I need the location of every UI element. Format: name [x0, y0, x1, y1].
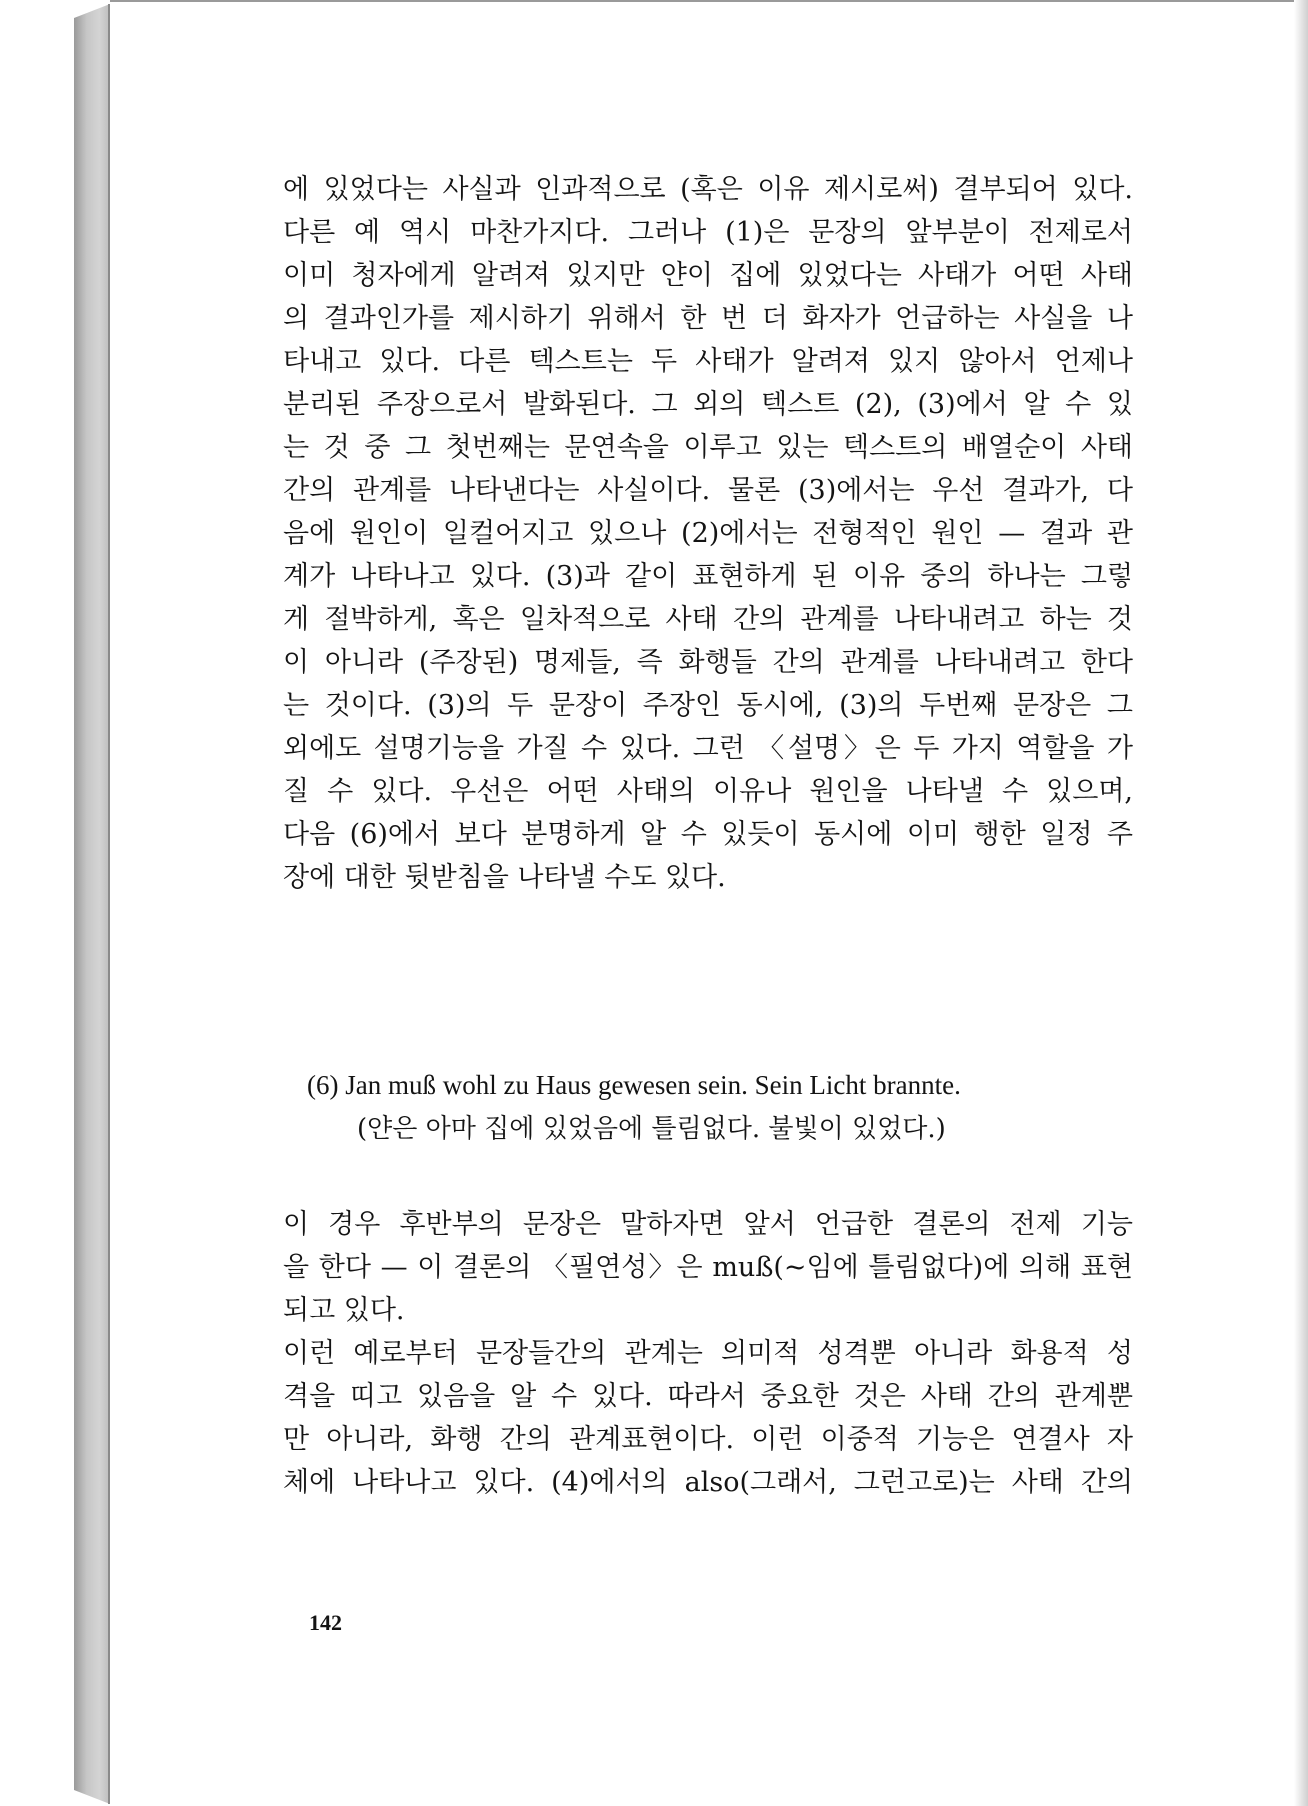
book-page-edge	[74, 4, 110, 1804]
text-line: 다음 (6)에서 보다 분명하게 알 수 있듯이 동시에 이미 행한 일정 주	[283, 819, 1133, 850]
text-line: 분리된 주장으로서 발화된다. 그 외의 텍스트 (2), (3)에서 알 수 있	[283, 389, 1133, 420]
page-number: 142	[309, 1610, 342, 1635]
text-line: 는 것이다. (3)의 두 문장이 주장인 동시에, (3)의 두번째 문장은 그	[283, 690, 1133, 721]
paragraph-1	[283, 168, 1133, 899]
text-line: 타내고 있다. 다른 텍스트는 두 사태가 알려져 있지 않아서 언제나	[283, 346, 1133, 377]
text-line: 되고 있다.	[283, 1295, 405, 1326]
text-line: 외에도 설명기능을 가질 수 있다. 그런 〈설명〉은 두 가지 역할을 가	[283, 733, 1133, 764]
book-spine-line	[108, 4, 110, 1804]
example-korean-translation: (얀은 아마 집에 있었음에 틀림없다. 불빛이 있었다.)	[357, 1114, 946, 1144]
text-line: 의 결과인가를 제시하기 위해서 한 번 더 화자가 언급하는 사실을 나	[283, 303, 1133, 334]
text-line: 다른 예 역시 마찬가지다. 그러나 (1)은 문장의 앞부분이 전제로서	[283, 217, 1133, 248]
text-line: 이 경우 후반부의 문장은 말하자면 앞서 언급한 결론의 전제 기능	[283, 1209, 1133, 1240]
page-right-shadow	[1294, 0, 1308, 1806]
text-line: 이런 예로부터 문장들간의 관계는 의미적 성격뿐 아니라 화용적 성	[283, 1338, 1133, 1369]
text-line: 게 절박하게, 혹은 일차적으로 사태 간의 관계를 나타내려고 하는 것	[283, 604, 1133, 635]
text-line: 계가 나타나고 있다. (3)과 같이 표현하게 된 이유 중의 하나는 그렇	[283, 561, 1133, 592]
text-line: 는 것 중 그 첫번째는 문연속을 이루고 있는 텍스트의 배열순이 사태	[283, 432, 1133, 463]
text-line: 을 한다 — 이 결론의 〈필연성〉은 muß(~임에 틀림없다)에 의해 표현	[283, 1252, 1133, 1283]
text-line: 격을 띠고 있음을 알 수 있다. 따라서 중요한 것은 사태 간의 관계뿐	[283, 1381, 1133, 1412]
text-line: 장에 대한 뒷받침을 나타낼 수도 있다.	[283, 862, 726, 893]
text-line: 질 수 있다. 우선은 어떤 사태의 이유나 원인을 나타낼 수 있으며,	[283, 776, 1133, 807]
paragraph-2-3	[283, 1203, 1133, 1504]
text-line: 체에 나타나고 있다. (4)에서의 also(그래서, 그런고로)는 사태 간의	[283, 1467, 1133, 1498]
text-line: 간의 관계를 나타낸다는 사실이다. 물론 (3)에서는 우선 결과가, 다	[283, 475, 1133, 506]
text-line: 이미 청자에게 알려져 있지만 얀이 집에 있었다는 사태가 어떤 사태	[283, 260, 1133, 291]
example-german-sentence: (6) Jan muß wohl zu Haus gewesen sein. Sein Licht brannte.	[307, 1070, 961, 1100]
example-6	[307, 1063, 1107, 1151]
text-line: 이 아니라 (주장된) 명제들, 즉 화행들 간의 관계를 나타내려고 한다	[283, 647, 1133, 678]
page-top-border	[110, 0, 1295, 2]
text-line: 만 아니라, 화행 간의 관계표현이다. 이런 이중적 기능은 연결사 자	[283, 1424, 1133, 1455]
text-line: 음에 원인이 일컬어지고 있으나 (2)에서는 전형적인 원인 — 결과 관	[283, 518, 1133, 549]
text-line: 에 있었다는 사실과 인과적으로 (혹은 이유 제시로써) 결부되어 있다.	[283, 174, 1133, 205]
